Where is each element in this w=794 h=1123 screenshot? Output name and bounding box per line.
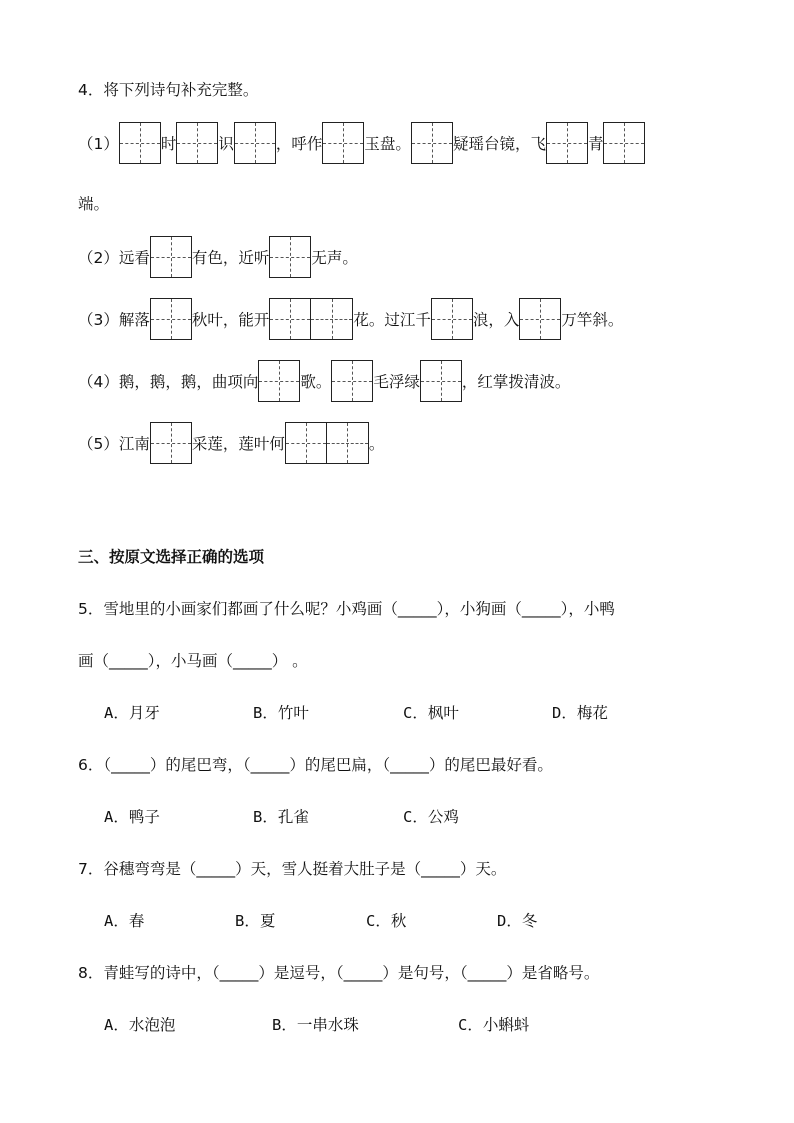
answer-box[interactable] (420, 360, 462, 402)
poem1-seg: 疑瑶台镜，飞 (452, 135, 546, 153)
q6-line-1: 6．（_____）的尾巴弯，（_____）的尾巴扁，（_____）的尾巴最好看。 (78, 756, 553, 774)
poem2-seg: 有色，近听 (191, 249, 270, 267)
answer-box[interactable] (269, 298, 311, 340)
answer-box[interactable] (411, 122, 453, 164)
poem4-seg: （4）鹅，鹅，鹅，曲项向 (78, 373, 259, 391)
section-title: 三、按原文选择正确的选项 (78, 547, 265, 566)
answer-box[interactable] (311, 298, 353, 340)
answer-box[interactable] (258, 360, 300, 402)
answer-box[interactable] (176, 122, 218, 164)
answer-box[interactable] (322, 122, 364, 164)
q4-poem-4 (78, 360, 570, 402)
option-a[interactable]: A．鸭子 (104, 808, 160, 826)
q5-line-2: 画（_____），小马画（_____） 。 (78, 652, 308, 670)
option-c[interactable]: C．枫叶 (403, 704, 459, 722)
poem2-seg: （2）远看 (78, 249, 150, 267)
answer-box[interactable] (546, 122, 588, 164)
answer-box[interactable] (603, 122, 645, 164)
poem1-seg: 青 (587, 135, 604, 153)
answer-box[interactable] (431, 298, 473, 340)
q4-poem-1-end: 端。 (78, 195, 110, 213)
poem5-seg: （5）江南 (78, 435, 150, 453)
poem5-seg: 采莲，莲叶何 (191, 435, 285, 453)
option-d[interactable]: D．冬 (497, 912, 538, 930)
q7-line-1: 7．谷穗弯弯是（_____）天，雪人挺着大肚子是（_____）天。 (78, 860, 507, 878)
option-a[interactable]: A．水泡泡 (104, 1016, 176, 1034)
poem2-seg: 无声。 (311, 249, 358, 267)
poem4-seg: 歌。 (300, 373, 332, 391)
q4-poem-3 (78, 298, 623, 340)
poem3-seg: 秋叶，能开 (191, 311, 270, 329)
option-a[interactable]: A．春 (104, 912, 145, 930)
answer-box[interactable] (150, 236, 192, 278)
option-c[interactable]: C．公鸡 (403, 808, 459, 826)
answer-box[interactable] (285, 422, 327, 464)
poem1-seg: （1） (78, 135, 119, 153)
option-c[interactable]: C．秋 (366, 912, 407, 930)
poem3-seg: 花。过江千 (353, 311, 431, 329)
option-a[interactable]: A．月牙 (104, 704, 160, 722)
poem1-seg: ，呼作 (275, 135, 323, 153)
answer-box[interactable] (234, 122, 276, 164)
q4-poem-5 (78, 422, 384, 464)
poem4-seg: ，红掌拨清波。 (461, 373, 571, 391)
poem1-seg: 玉盘。 (364, 135, 411, 153)
q4-title: 4．将下列诗句补充完整。 (78, 81, 259, 99)
answer-box[interactable] (519, 298, 561, 340)
option-b[interactable]: B．孔雀 (253, 808, 309, 826)
poem4-seg: 毛浮绿 (373, 373, 420, 391)
answer-box[interactable] (331, 360, 373, 402)
option-c[interactable]: C．小蝌蚪 (458, 1016, 530, 1034)
option-b[interactable]: B．一串水珠 (272, 1016, 359, 1034)
answer-box[interactable] (119, 122, 161, 164)
q4-poem-2 (78, 236, 358, 278)
answer-box[interactable] (150, 298, 192, 340)
poem3-seg: （3）解落 (78, 311, 150, 329)
q8-line-1: 8．青蛙写的诗中，（_____）是逗号，（_____）是句号，（_____）是省略号。 (78, 964, 600, 982)
poem3-seg: 万竿斜。 (561, 311, 624, 329)
poem3-seg: 浪，入 (472, 311, 520, 329)
answer-box[interactable] (327, 422, 369, 464)
answer-box[interactable] (269, 236, 311, 278)
option-b[interactable]: B．夏 (235, 912, 276, 930)
option-b[interactable]: B．竹叶 (253, 704, 309, 722)
option-d[interactable]: D．梅花 (552, 704, 608, 722)
poem1-seg: 时 (160, 135, 177, 153)
q4-poem-1 (78, 122, 645, 164)
answer-box[interactable] (150, 422, 192, 464)
q5-line-1: 5．雪地里的小画家们都画了什么呢？小鸡画（_____），小狗画（_____），小鸭 (78, 600, 615, 618)
poem1-seg: 识 (218, 135, 234, 153)
poem5-seg: 。 (368, 435, 385, 453)
